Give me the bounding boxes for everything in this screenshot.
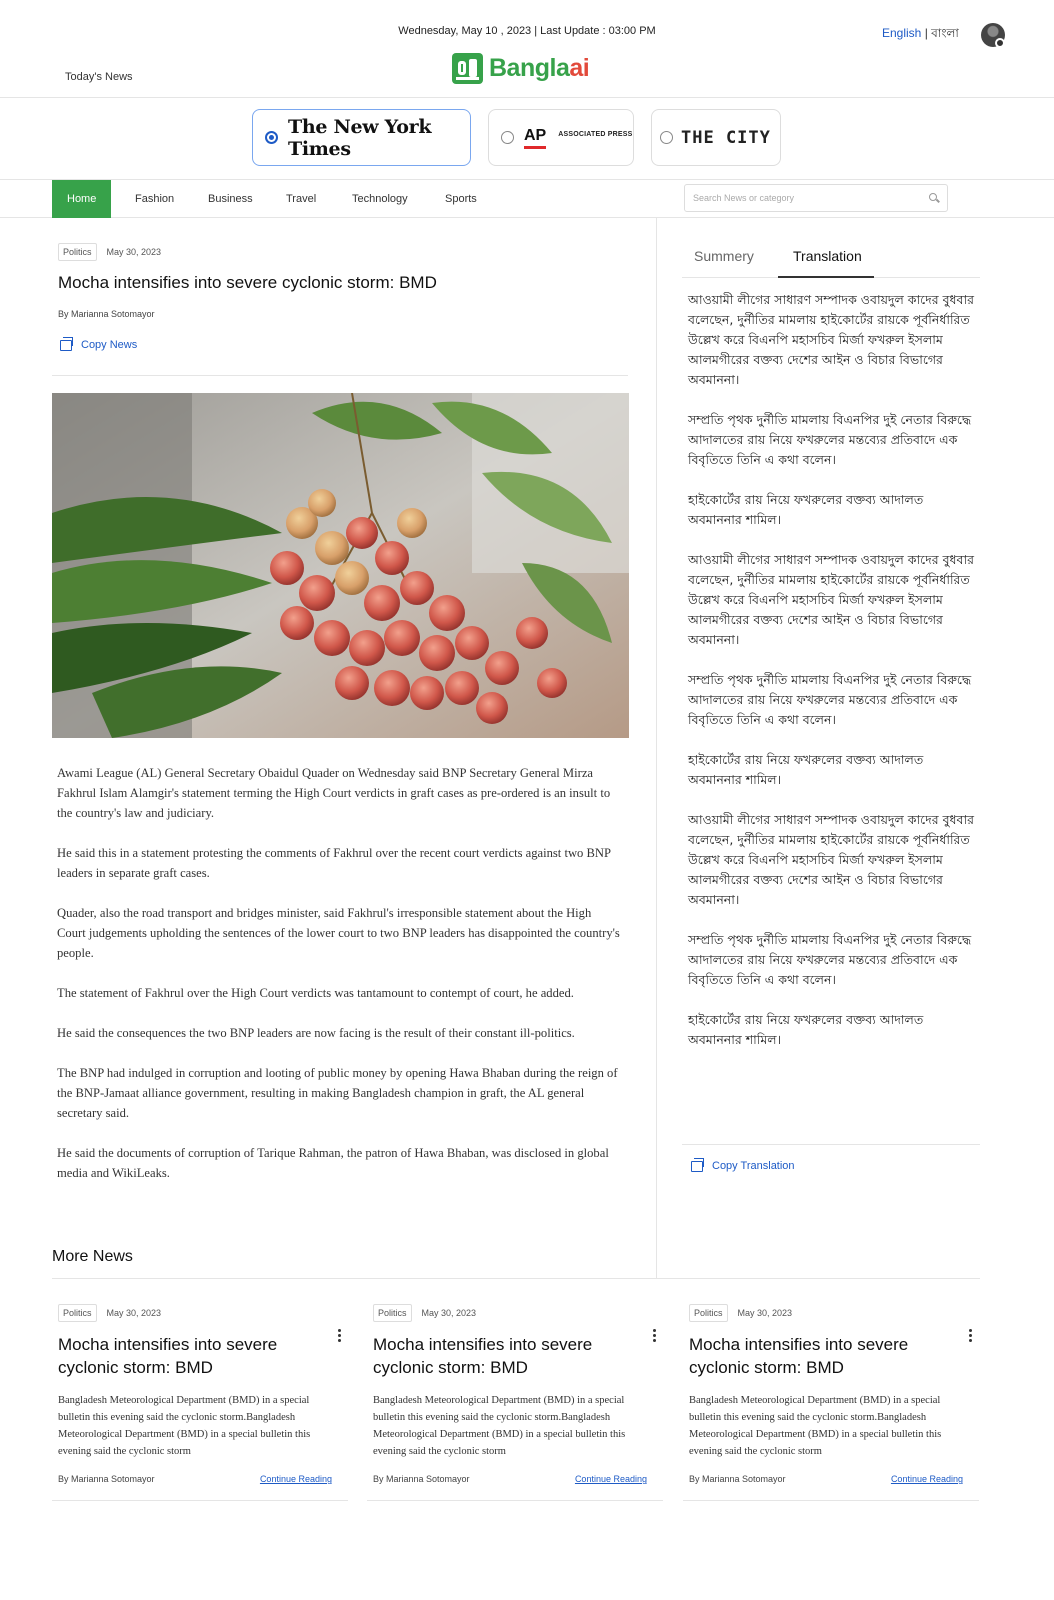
site-logo[interactable] bbox=[452, 53, 589, 84]
the-city-logo: THE CITY bbox=[681, 127, 771, 148]
translation-paragraph: হাইকোর্টের রায় নিয়ে ফখরুলের বক্তব্য আদালত অবমাননার শামিল। bbox=[688, 492, 924, 527]
source-option-nyt[interactable] bbox=[252, 109, 471, 166]
translation-paragraph: সম্প্রতি পৃথক দুর্নীতি মামলায় বিএনপির দুই নেতার বিরুদ্ধে আদালতের রায় নিয়ে ফখরুলের মন্তব্যের প্রতিবাদে এক বিবৃতিতে তিনি এ কথা বলেন। bbox=[688, 932, 972, 987]
nav-item-fashion[interactable]: Fashion bbox=[135, 193, 175, 205]
radio-selected-icon[interactable] bbox=[265, 131, 278, 144]
card-meta bbox=[58, 1303, 161, 1322]
continue-reading-link[interactable]: Continue Reading bbox=[890, 1474, 963, 1484]
lang-english-link[interactable]: English bbox=[882, 26, 922, 40]
column-divider bbox=[656, 218, 657, 1278]
category-tag[interactable]: Politics bbox=[373, 1304, 412, 1322]
article-author: By Marianna Sotomayor bbox=[58, 309, 155, 319]
article-paragraph: He said the consequences the two BNP leaders are now facing is the result of their constant ill-politics. bbox=[57, 1026, 575, 1040]
card-title[interactable]: Mocha intensifies into severe cyclonic storm: BMD bbox=[58, 1335, 278, 1377]
card-excerpt: Bangladesh Meteorological Department (BMD) in a special bulletin this evening said the cyclonic storm.Bangladesh Meteorological Department (BMD) in a special bulletin this evening said the cyclonic storm bbox=[373, 1395, 626, 1457]
copy-icon bbox=[60, 340, 72, 351]
article-image bbox=[52, 393, 629, 738]
main-nav bbox=[0, 180, 1054, 218]
tab-summery[interactable]: Summery bbox=[694, 248, 754, 264]
logo-text: Banglaai bbox=[489, 54, 590, 82]
source-option-ap[interactable] bbox=[488, 109, 634, 166]
card-author: By Marianna Sotomayor bbox=[58, 1474, 155, 1484]
news-card[interactable] bbox=[367, 1303, 663, 1501]
nav-item-business[interactable]: Business bbox=[208, 193, 253, 205]
translation-paragraph: সম্প্রতি পৃথক দুর্নীতি মামলায় বিএনপির দুই নেতার বিরুদ্ধে আদালতের রায় নিয়ে ফখরুলের মন্তব্যের প্রতিবাদে এক বিবৃতিতে তিনি এ কথা বলেন। bbox=[688, 412, 972, 467]
translation-paragraph: আওয়ামী লীগের সাধারণ সম্পাদক ওবায়দুল কাদের বুধবার বলেছেন, দুর্নীতির মামলায় হাইকোর্টের রায়কে পূর্বনির্ধারিত উল্লেখ করে বিএনপি মহাসচিব মির্জা ফখরুল ইসলাম আলমগীরের বক্তব্য দেশের আইন ও বিচার বিভাগের অবমাননা। bbox=[688, 812, 975, 907]
nav-item-sports[interactable]: Sports bbox=[445, 193, 477, 205]
article-body bbox=[57, 763, 622, 1203]
card-meta bbox=[373, 1303, 476, 1322]
card-date: May 30, 2023 bbox=[106, 1308, 162, 1318]
article-date: May 30, 2023 bbox=[106, 247, 162, 257]
card-date: May 30, 2023 bbox=[421, 1308, 477, 1318]
more-options-icon[interactable] bbox=[969, 1329, 973, 1345]
card-title[interactable]: Mocha intensifies into severe cyclonic storm: BMD bbox=[373, 1335, 593, 1377]
search-box bbox=[684, 184, 948, 212]
date-line: Wednesday, May 10 , 2023 | Last Update : 03:00 PM bbox=[398, 25, 656, 37]
card-author: By Marianna Sotomayor bbox=[373, 1474, 470, 1484]
translation-text bbox=[688, 290, 976, 1070]
card-title[interactable]: Mocha intensifies into severe cyclonic storm: BMD bbox=[689, 1335, 909, 1377]
news-source-selector bbox=[0, 98, 1054, 180]
article-paragraph: He said the documents of corruption of Tarique Rahman, the patron of Hawa Bhaban, was disclosed in global media and WikiLeaks. bbox=[57, 1146, 609, 1180]
copy-translation-label: Copy Translation bbox=[712, 1160, 795, 1172]
continue-reading-link[interactable]: Continue Reading bbox=[574, 1474, 647, 1484]
lang-bangla-link[interactable]: বাংলা bbox=[931, 26, 959, 40]
card-author: By Marianna Sotomayor bbox=[689, 1474, 786, 1484]
news-card[interactable] bbox=[52, 1303, 348, 1501]
nyt-logo: The New York Times bbox=[288, 115, 432, 160]
category-tag[interactable]: Politics bbox=[58, 1304, 97, 1322]
nav-item-travel[interactable]: Travel bbox=[286, 193, 317, 205]
article-title: Mocha intensifies into severe cyclonic storm: BMD bbox=[58, 273, 437, 292]
active-tab-indicator bbox=[778, 276, 874, 278]
card-excerpt: Bangladesh Meteorological Department (BMD) in a special bulletin this evening said the cyclonic storm.Bangladesh Meteorological Department (BMD) in a special bulletin this evening said the cyclonic storm bbox=[58, 1395, 311, 1457]
sidebar-tabs bbox=[682, 241, 980, 278]
copy-icon bbox=[691, 1161, 703, 1172]
more-news-heading: More News bbox=[52, 1248, 133, 1265]
divider bbox=[682, 1144, 980, 1145]
copy-translation-button[interactable] bbox=[691, 1160, 795, 1172]
language-switcher bbox=[882, 25, 959, 45]
radio-icon[interactable] bbox=[501, 131, 514, 144]
continue-reading-link[interactable]: Continue Reading bbox=[259, 1474, 332, 1484]
search-icon[interactable] bbox=[929, 193, 937, 201]
tab-translation[interactable]: Translation bbox=[793, 248, 862, 264]
news-card[interactable] bbox=[683, 1303, 979, 1501]
todays-news-label: Today's News bbox=[65, 71, 133, 83]
radio-icon[interactable] bbox=[660, 131, 673, 144]
divider bbox=[52, 375, 628, 376]
category-tag[interactable]: Politics bbox=[689, 1304, 728, 1322]
nav-item-technology[interactable]: Technology bbox=[352, 193, 408, 205]
translation-paragraph: হাইকোর্টের রায় নিয়ে ফখরুলের বক্তব্য আদালত অবমাননার শামিল। bbox=[688, 752, 924, 787]
more-options-icon[interactable] bbox=[338, 1329, 342, 1345]
ap-logo: AP ASSOCIATED PRESS bbox=[524, 127, 632, 149]
avatar-status-icon bbox=[995, 38, 1005, 48]
card-excerpt: Bangladesh Meteorological Department (BMD) in a special bulletin this evening said the cyclonic storm.Bangladesh Meteorological Department (BMD) in a special bulletin this evening said the cyclonic storm bbox=[689, 1395, 942, 1457]
translation-paragraph: আওয়ামী লীগের সাধারণ সম্পাদক ওবায়দুল কাদের বুধবার বলেছেন, দুর্নীতির মামলায় হাইকোর্টের রায়কে পূর্বনির্ধারিত উল্লেখ করে বিএনপি মহাসচিব মির্জা ফখরুল ইসলাম আলমগীরের বক্তব্য দেশের আইন ও বিচার বিভাগের অবমাননা। bbox=[688, 292, 975, 387]
lychee-photo bbox=[52, 393, 629, 738]
article-paragraph: Quader, also the road transport and bridges minister, said Fakhrul's irresponsible statement about the High Court judgements upholding the sentences of the lower court to two BNP leaders has disappointed the country's people. bbox=[57, 906, 620, 960]
card-date: May 30, 2023 bbox=[737, 1308, 793, 1318]
card-meta bbox=[689, 1303, 792, 1322]
lang-separator: | bbox=[921, 26, 932, 40]
article-meta bbox=[58, 242, 161, 261]
category-tag[interactable]: Politics bbox=[58, 243, 97, 261]
article-paragraph: He said this in a statement protesting the comments of Fakhrul over the recent court verdicts against two BNP leaders in separate graft cases. bbox=[57, 846, 611, 880]
search-input[interactable] bbox=[693, 185, 923, 211]
article-paragraph: Awami League (AL) General Secretary Obaidul Quader on Wednesday said BNP Secretary General Mirza Fakhrul Islam Alamgir's statement terming the High Court verdicts in graft cases as pre-ordered is an insult to the country's law and judiciary. bbox=[57, 766, 611, 820]
more-options-icon[interactable] bbox=[653, 1329, 657, 1345]
logo-mark-icon bbox=[452, 53, 483, 84]
article-paragraph: The BNP had indulged in corruption and looting of public money by opening Hawa Bhaban during the reign of the BNP-Jamaat alliance government, resulting in making Bangladesh champion in graft, the AL general secretary said. bbox=[57, 1066, 618, 1120]
divider bbox=[52, 1278, 980, 1279]
nav-item-home[interactable]: Home bbox=[52, 180, 111, 218]
article-paragraph: The statement of Fakhrul over the High Court verdicts was tantamount to contempt of court, he added. bbox=[57, 986, 574, 1000]
translation-paragraph: হাইকোর্টের রায় নিয়ে ফখরুলের বক্তব্য আদালত অবমাননার শামিল। bbox=[688, 1012, 924, 1047]
top-header bbox=[0, 0, 1054, 98]
copy-news-button[interactable] bbox=[60, 339, 137, 351]
translation-paragraph: আওয়ামী লীগের সাধারণ সম্পাদক ওবায়দুল কাদের বুধবার বলেছেন, দুর্নীতির মামলায় হাইকোর্টের রায়কে পূর্বনির্ধারিত উল্লেখ করে বিএনপি মহাসচিব মির্জা ফখরুল ইসলাম আলমগীরের বক্তব্য দেশের আইন ও বিচার বিভাগের অবমাননা। bbox=[688, 552, 975, 647]
source-option-the-city[interactable] bbox=[651, 109, 781, 166]
copy-news-label: Copy News bbox=[81, 339, 138, 351]
translation-paragraph: সম্প্রতি পৃথক দুর্নীতি মামলায় বিএনপির দুই নেতার বিরুদ্ধে আদালতের রায় নিয়ে ফখরুলের মন্তব্যের প্রতিবাদে এক বিবৃতিতে তিনি এ কথা বলেন। bbox=[688, 672, 972, 727]
